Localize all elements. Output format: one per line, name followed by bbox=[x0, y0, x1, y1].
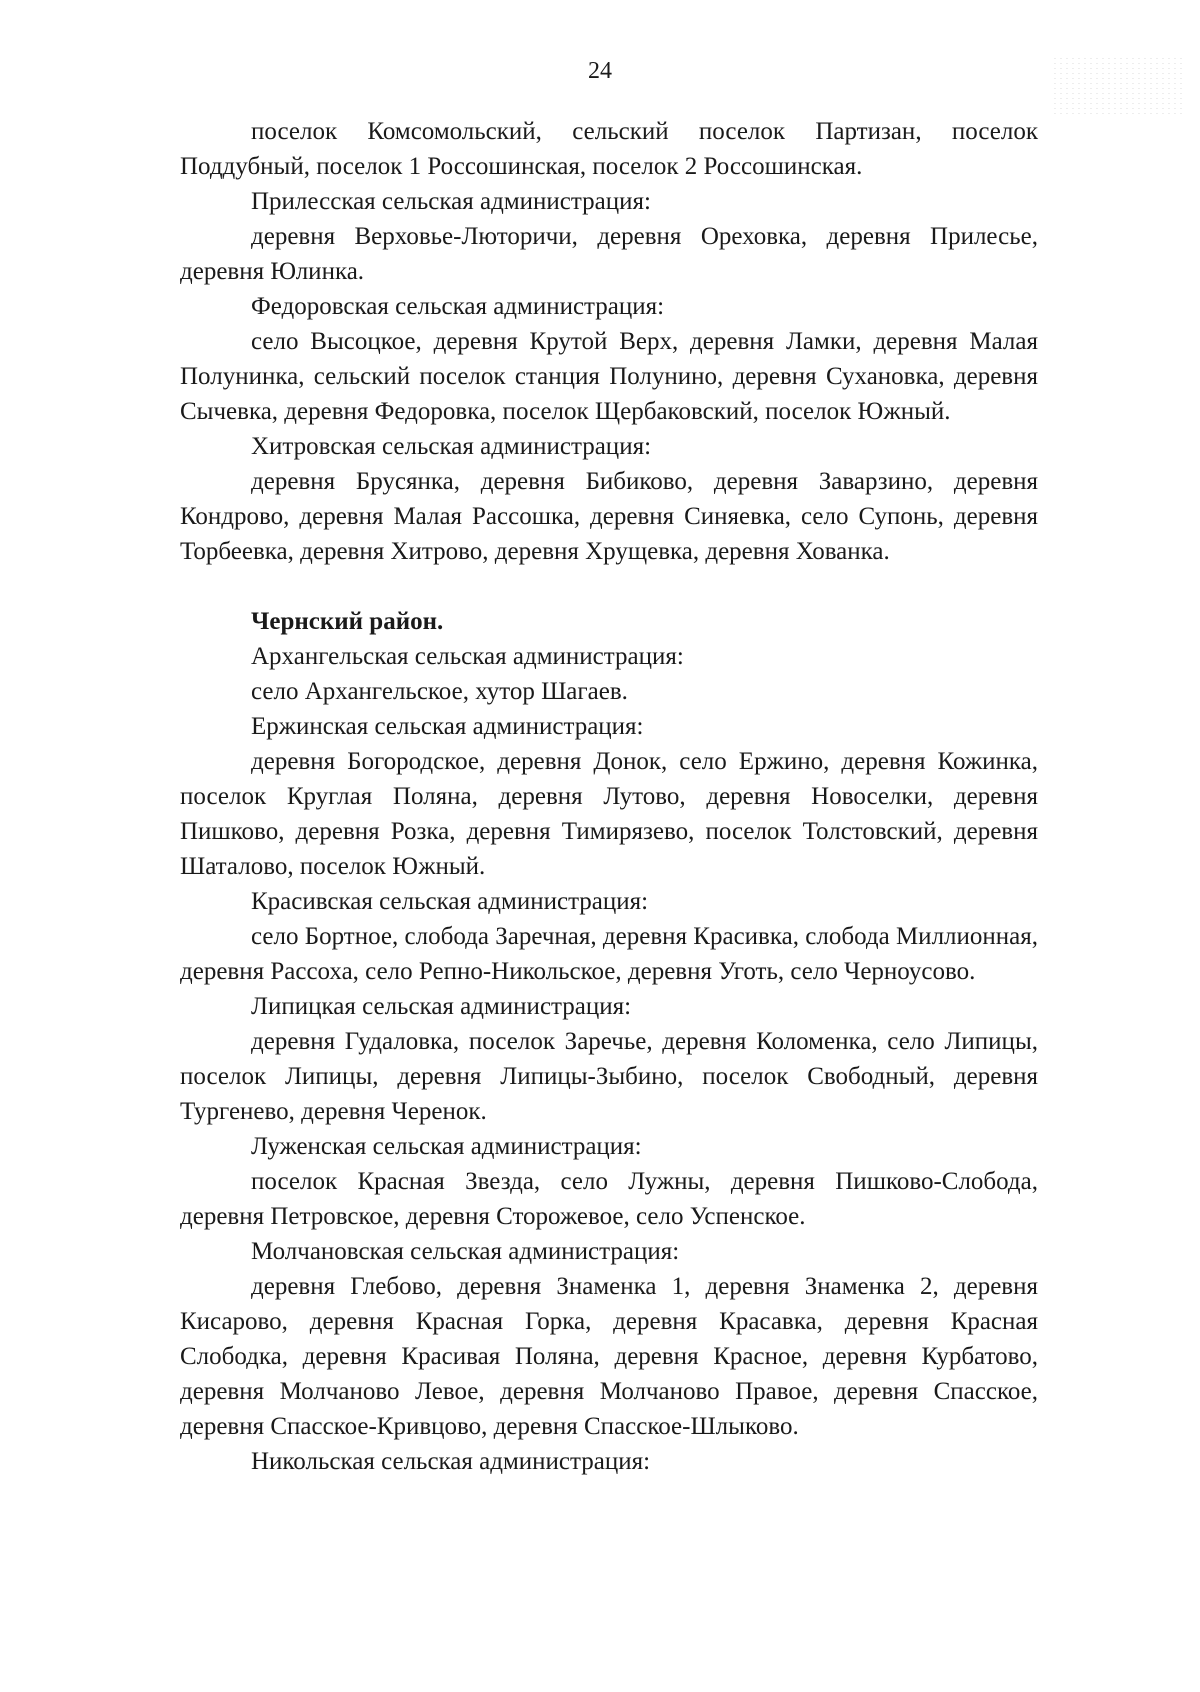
settlements-lipitskaya: деревня Гудаловка, поселок Заречье, деревня Коломенка, село Липицы, поселок Липицы, деревня Липицы-Зыбино, поселок Свободный, деревня Тургенево, деревня Черенок. bbox=[180, 1028, 1038, 1125]
district-heading-chernsky: Чернский район. bbox=[251, 608, 444, 635]
settlements-erzhinskaya: деревня Богородское, деревня Донок, село Ержино, деревня Кожинка, поселок Круглая Поляна, деревня Лутово, деревня Новоселки, деревня Пишково, деревня Розка, деревня Тимирязево, поселок Толстовский, деревня Шаталово, поселок Южный. bbox=[180, 748, 1038, 880]
admin-heading-molchanovskaya: Молчановская сельская администрация: bbox=[251, 1238, 680, 1265]
admin-heading-krasivskaya: Красивская сельская администрация: bbox=[251, 888, 649, 915]
page-number: 24 bbox=[588, 58, 612, 84]
admin-heading-luzhenskaya: Луженская сельская администрация: bbox=[251, 1133, 642, 1160]
settlements-luzhenskaya: поселок Красная Звезда, село Лужны, деревня Пишково-Слобода, деревня Петровское, деревня Сторожевое, село Успенское. bbox=[180, 1168, 1038, 1230]
admin-heading-prilesskaya: Прилесская сельская администрация: bbox=[251, 188, 651, 215]
settlements-krasivskaya: село Бортное, слобода Заречная, деревня Красивка, слобода Миллионная, деревня Рассоха, село Репно-Никольское, деревня Уготь, село Черноусово. bbox=[180, 923, 1038, 985]
admin-heading-arkhangelskaya: Архангельская сельская администрация: bbox=[251, 643, 684, 670]
admin-heading-erzhinskaya: Ержинская сельская администрация: bbox=[251, 713, 644, 740]
settlements-fedorovskaya: село Высоцкое, деревня Крутой Верх, деревня Ламки, деревня Малая Полунинка, сельский поселок станция Полунино, деревня Сухановка, деревня Сычевка, деревня Федоровка, поселок Щербаковский, поселок Южный. bbox=[180, 328, 1038, 425]
admin-heading-khitrovskaya: Хитровская сельская администрация: bbox=[251, 433, 652, 460]
continuation-paragraph: поселок Комсомольский, сельский поселок Партизан, поселок Поддубный, поселок 1 Россошинская, поселок 2 Россошинская. bbox=[180, 118, 1038, 180]
admin-heading-lipitskaya: Липицкая сельская администрация: bbox=[251, 993, 632, 1020]
settlements-arkhangelskaya: село Архангельское, хутор Шагаев. bbox=[251, 678, 628, 705]
admin-heading-fedorovskaya: Федоровская сельская администрация: bbox=[251, 293, 665, 320]
settlements-prilesskaya: деревня Верховье-Люторичи, деревня Ореховка, деревня Прилесье, деревня Юлинка. bbox=[180, 223, 1038, 285]
settlements-khitrovskaya: деревня Брусянка, деревня Бибиково, деревня Заварзино, деревня Кондрово, деревня Малая Рассошка, деревня Синяевка, село Супонь, деревня Торбеевка, деревня Хитрово, деревня Хрущевка, деревня Хованка. bbox=[180, 468, 1038, 565]
settlements-molchanovskaya: деревня Глебово, деревня Знаменка 1, деревня Знаменка 2, деревня Кисарово, деревня Красная Горка, деревня Красавка, деревня Красная Слободка, деревня Красивая Поляна, деревня Красное, деревня Курбатово, деревня Молчаново Левое, деревня Молчаново Правое, деревня Спасское, деревня Спасское-Кривцово, деревня Спасское-Шлыково. bbox=[180, 1273, 1038, 1440]
document-body bbox=[180, 114, 1038, 1479]
admin-heading-nikolskaya: Никольская сельская администрация: bbox=[251, 1448, 651, 1475]
